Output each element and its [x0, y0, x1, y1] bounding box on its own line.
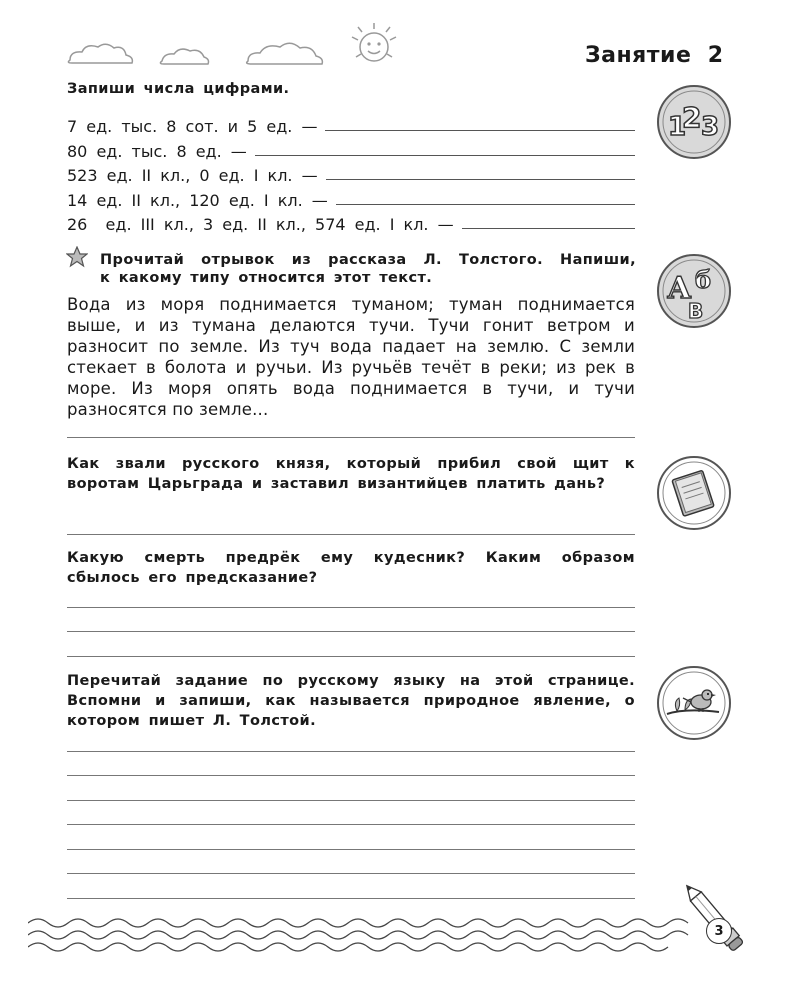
answer-line[interactable]	[67, 534, 635, 535]
page-number: 3	[714, 923, 724, 939]
alphabet-icon	[655, 252, 733, 330]
book-icon	[655, 454, 733, 532]
answer-line[interactable]	[67, 873, 635, 874]
lesson-title: Занятие 2	[585, 43, 724, 68]
answer-line[interactable]	[67, 656, 635, 657]
answer-line[interactable]	[67, 824, 635, 825]
wave-decoration	[28, 915, 698, 955]
clouds-sun-decoration	[60, 15, 420, 75]
story-text: Вода из моря поднимается туманом; туман поднимается выше, и из тумана делаются тучи. Тучи гонит ветром и разносит по земле. Из туч вода падает на землю. С земли стекает в болота и ручьи. Из ручьёв течёт в реки; из рек в море. Из моря опять вода поднимается в тучи, и тучи разносятся по земле...	[67, 295, 635, 419]
answer-line[interactable]	[67, 437, 635, 438]
task3-question: Как звали русского князя, который прибил свой щит к воротам Царьграда и заставил византийцев платить дань?	[67, 456, 635, 492]
svg-text:3: 3	[701, 112, 720, 142]
task4-question: Какую смерть предрёк ему кудесник? Каким образом сбылось его предсказание?	[67, 550, 635, 586]
number-row	[67, 186, 635, 210]
number-row-text: 14 ед. II кл., 120 ед. I кл. —	[67, 191, 328, 210]
answer-line[interactable]	[325, 129, 635, 131]
task2-title-line1: Прочитай отрывок из рассказа Л. Толстого. Напиши,	[100, 252, 636, 268]
answer-line[interactable]	[67, 849, 635, 850]
answer-line[interactable]	[67, 631, 635, 632]
star-icon	[66, 246, 88, 268]
number-row	[67, 161, 635, 185]
svg-text:В: В	[688, 299, 704, 323]
answer-line[interactable]	[67, 751, 635, 752]
task1-title: Запиши числа цифрами.	[67, 81, 290, 97]
number-row-text: 7 ед. тыс. 8 сот. и 5 ед. —	[67, 117, 318, 136]
number-row-text: 26 ед. III кл., 3 ед. II кл., 574 ед. I кл. —	[67, 215, 454, 234]
number-row	[67, 210, 635, 234]
number-row	[67, 137, 635, 161]
numbers-123-icon	[655, 83, 733, 161]
svg-text:А: А	[667, 271, 692, 306]
svg-text:1: 1	[668, 112, 687, 142]
number-row-text: 80 ед. тыс. 8 ед. —	[67, 142, 247, 161]
page-number-badge	[706, 918, 732, 944]
number-row-text: 523 ед. II кл., 0 ед. I кл. —	[67, 166, 318, 185]
answer-line[interactable]	[462, 227, 635, 229]
answer-line[interactable]	[67, 898, 635, 899]
number-row	[67, 112, 635, 136]
answer-line[interactable]	[67, 775, 635, 776]
svg-text:б: б	[695, 265, 712, 294]
answer-line[interactable]	[336, 203, 635, 205]
answer-line[interactable]	[67, 800, 635, 801]
answer-line[interactable]	[255, 154, 635, 156]
answer-line[interactable]	[326, 178, 635, 180]
answer-line[interactable]	[67, 607, 635, 608]
svg-text:2: 2	[682, 101, 702, 134]
task5-question: Перечитай задание по русскому языку на этой странице. Вспомни и запиши, как называется природное явление, о котором пишет Л. Толстой.	[67, 673, 635, 729]
nature-bird-icon	[655, 664, 733, 742]
task2-title-line2: к какому типу относится этот текст.	[100, 270, 433, 286]
